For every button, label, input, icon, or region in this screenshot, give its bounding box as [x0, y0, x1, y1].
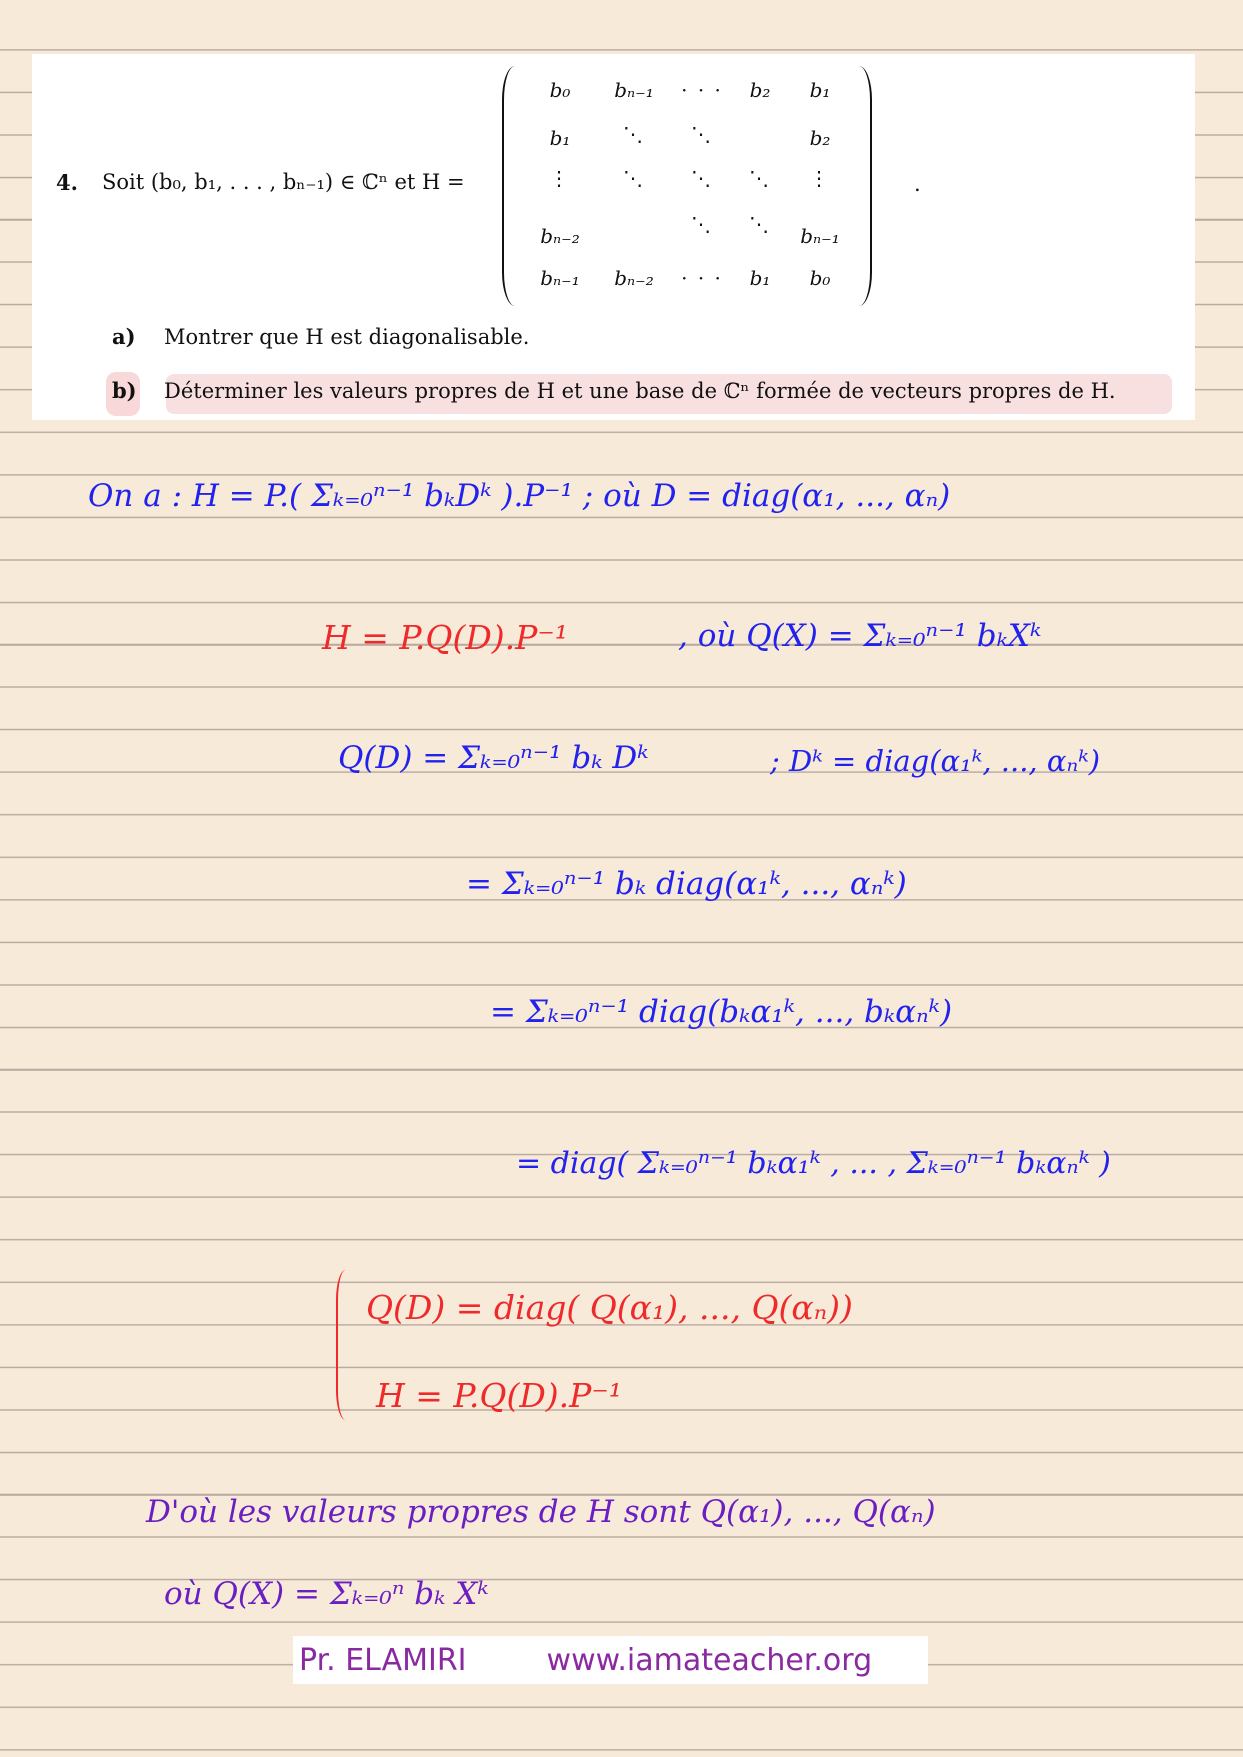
hw-line-3b: ; Dᵏ = diag(α₁ᵏ, ..., αₙᵏ) — [770, 744, 1101, 778]
exercise-statement: Soit (b₀, b₁, . . . , bₙ₋₁) ∈ ℂⁿ et H = — [102, 170, 465, 194]
exercise-card — [32, 54, 1195, 420]
part-b-text: Déterminer les valeurs propres de H et une base de ℂⁿ formée de vecteurs propres de H. — [164, 379, 1116, 403]
matrix-entry: ⋱ — [749, 212, 771, 236]
matrix-entry: ⋱ — [691, 212, 713, 236]
hw-conclusion-1: D'où les valeurs propres de H sont Q(α₁), ..., Q(αₙ) — [146, 1494, 936, 1530]
matrix-entry: b₀ — [549, 78, 571, 102]
system-brace — [336, 1270, 360, 1420]
matrix-entry: ⋱ — [691, 122, 713, 146]
matrix-entry: b₀ — [809, 266, 831, 290]
matrix-entry: b₂ — [749, 78, 771, 102]
hw-line-5: = Σₖ₌₀ⁿ⁻¹ diag(bₖα₁ᵏ, ..., bₖαₙᵏ) — [490, 994, 953, 1030]
matrix-entry: b₁ — [749, 266, 771, 290]
exercise-number: 4. — [56, 170, 78, 195]
matrix-entry: bₙ₋₁ — [614, 78, 654, 102]
hw-line-6: = diag( Σₖ₌₀ⁿ⁻¹ bₖα₁ᵏ , ... , Σₖ₌₀ⁿ⁻¹ bₖαₙᵏ ) — [516, 1146, 1111, 1181]
matrix-right-paren — [846, 66, 872, 306]
hw-system-1: Q(D) = diag( Q(α₁), ..., Q(αₙ)) — [366, 1288, 853, 1327]
hw-line-3: Q(D) = Σₖ₌₀ⁿ⁻¹ bₖ Dᵏ — [338, 740, 649, 776]
matrix-entry: bₙ₋₂ — [540, 224, 580, 248]
matrix-entry: b₂ — [809, 126, 831, 150]
footer-banner — [293, 1636, 928, 1684]
hw-line-4: = Σₖ₌₀ⁿ⁻¹ bₖ diag(α₁ᵏ, ..., αₙᵏ) — [466, 866, 907, 902]
hw-system-2: H = P.Q(D).P⁻¹ — [376, 1376, 623, 1415]
footer-author: Pr. ELAMIRI — [299, 1642, 467, 1678]
matrix-entry: b₁ — [549, 126, 571, 150]
part-b — [112, 378, 1116, 403]
hw-line-1: On a : H = P.( Σₖ₌₀ⁿ⁻¹ bₖDᵏ ).P⁻¹ ; où D = diag(α₁, ..., αₙ) — [88, 478, 951, 514]
matrix-entry: b₁ — [809, 78, 831, 102]
statement-period: . — [914, 172, 921, 196]
matrix-entry: ⋮ — [809, 166, 831, 190]
matrix-left-paren — [502, 66, 528, 306]
matrix-entry: · · · — [681, 266, 723, 290]
matrix-entry: ⋱ — [623, 122, 645, 146]
matrix-entry: bₙ₋₂ — [614, 266, 654, 290]
matrix-entry: ⋱ — [691, 166, 713, 190]
hw-conclusion-2: où Q(X) = Σₖ₌₀ⁿ bₖ Xᵏ — [164, 1576, 489, 1612]
part-b-label: b) — [112, 378, 137, 403]
matrix-entry: ⋱ — [623, 166, 645, 190]
matrix-entry: ⋮ — [549, 166, 571, 190]
matrix-entry: · · · — [681, 78, 723, 102]
hw-line-2: H = P.Q(D).P⁻¹ — [322, 618, 569, 657]
hw-line-2b: , où Q(X) = Σₖ₌₀ⁿ⁻¹ bₖXᵏ — [678, 618, 1042, 654]
matrix-entry: bₙ₋₁ — [800, 224, 840, 248]
matrix-entry: bₙ₋₁ — [540, 266, 580, 290]
part-a-text: Montrer que H est diagonalisable. — [164, 325, 530, 349]
footer-website[interactable]: www.iamateacher.org — [546, 1642, 873, 1678]
circulant-matrix — [502, 66, 872, 306]
part-a-label: a) — [112, 324, 136, 349]
matrix-entry: ⋱ — [749, 166, 771, 190]
part-a — [112, 324, 529, 349]
